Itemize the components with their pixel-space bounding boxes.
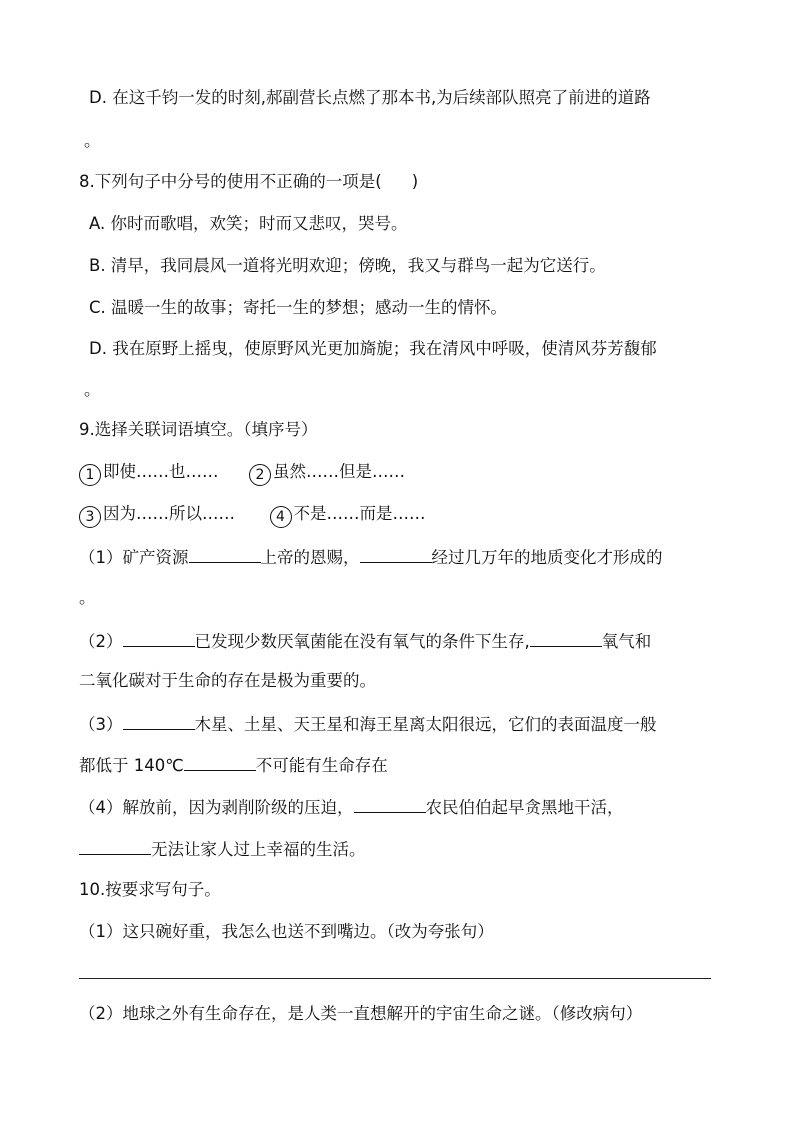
q9-s3-part-b: 木星、土星、天王星和海王星离太阳很远，它们的表面温度一般 bbox=[194, 715, 657, 734]
q8-option-d-tail: 。 bbox=[84, 380, 101, 399]
q10-stem: 10.按要求写句子。 bbox=[79, 880, 221, 899]
q8-option-b: B. 清早，我同晨风一道将光明欢迎；傍晚，我又与群鸟一起为它送行。 bbox=[89, 256, 606, 275]
option-number-4: 4 bbox=[270, 506, 292, 528]
q8-option-c: C. 温暖一生的故事；寄托一生的梦想；感动一生的情怀。 bbox=[89, 298, 508, 317]
q10-sentence-1: （1）这只碗好重，我怎么也送不到嘴边。（改为夸张句） bbox=[79, 922, 494, 941]
q9-s2-blank-1[interactable] bbox=[123, 628, 195, 647]
q9-stem: 9.选择关联词语填空。（填序号） bbox=[79, 420, 318, 439]
q9-s3-part-d: 不可能有生命存在 bbox=[255, 756, 388, 775]
q8-stem bbox=[79, 170, 418, 194]
q9-s4-part-d: 无法让家人过上幸福的生活。 bbox=[151, 840, 366, 859]
q8-option-d: D. 我在原野上摇曳，使原野风光更加旖旎；我在清风中呼吸，使清风芬芳馥郁 bbox=[89, 339, 657, 358]
q9-sentence-1 bbox=[79, 544, 663, 570]
option-4-text: 不是……而是…… bbox=[293, 504, 426, 523]
q7-option-d bbox=[89, 86, 651, 110]
q9-s1-blank-2[interactable] bbox=[360, 544, 432, 563]
q9-sentence-3-cont bbox=[79, 752, 388, 778]
q9-options-row-2 bbox=[79, 502, 426, 528]
q7-option-d-text: D. 在这千钧一发的时刻,郝副营长点燃了那本书,为后续部队照亮了前进的道路 bbox=[89, 88, 651, 107]
q7-option-d-tail bbox=[84, 129, 101, 153]
q9-sentence-2 bbox=[79, 628, 651, 654]
q8-stem-close: ) bbox=[411, 172, 419, 191]
q9-s1-part-c: 经过几万年的地质变化才形成的 bbox=[431, 548, 663, 567]
q8-stem-text: 8.下列句子中分号的使用不正确的一项是( bbox=[79, 172, 382, 191]
q10-sentence-2: （2）地球之外有生命存在，是人类一直想解开的宇宙生命之谜。（修改病句） bbox=[79, 1004, 643, 1023]
q9-s4-part-b: 农民伯伯起早贪黑地干活， bbox=[425, 798, 624, 817]
q9-s1-blank-1[interactable] bbox=[189, 544, 261, 563]
q9-sentence-4 bbox=[79, 794, 624, 820]
q7-option-d-tail-text: 。 bbox=[84, 131, 101, 150]
q9-s1-part-b: 上帝的恩赐， bbox=[260, 548, 360, 567]
q9-s2-part-b: 已发现少数厌氧菌能在没有氧气的条件下生存, bbox=[194, 632, 530, 651]
q9-s4-blank-1[interactable] bbox=[354, 794, 426, 813]
q9-sentence-1-tail: 。 bbox=[79, 588, 96, 607]
option-2-text: 虽然……但是…… bbox=[273, 462, 405, 481]
option-number-1: 1 bbox=[79, 464, 101, 486]
q9-s3-blank-1[interactable] bbox=[123, 711, 195, 730]
q9-options-row-1 bbox=[79, 460, 405, 486]
option-number-3: 3 bbox=[79, 506, 101, 528]
option-3-text: 因为……所以…… bbox=[103, 504, 235, 523]
option-1-text: 即使……也…… bbox=[103, 462, 219, 481]
q9-s3-part-c: 都低于 140℃ bbox=[79, 756, 184, 775]
q9-s1-part-a: （1）矿产资源 bbox=[79, 548, 189, 567]
q9-s2-part-a: （2） bbox=[79, 632, 123, 651]
q9-s4-blank-2[interactable] bbox=[79, 836, 151, 855]
q9-s2-part-c: 氧气和 bbox=[601, 632, 652, 651]
option-number-2: 2 bbox=[249, 464, 271, 486]
q8-option-a: A. 你时而歌唱，欢笑；时而又悲叹，哭号。 bbox=[89, 214, 408, 233]
q9-sentence-4-cont bbox=[79, 836, 366, 862]
q9-sentence-3 bbox=[79, 711, 657, 737]
q9-s3-part-a: （3） bbox=[79, 715, 123, 734]
q10-s1-answer-line[interactable] bbox=[79, 978, 711, 979]
q9-sentence-2-cont: 二氧化碳对于生命的存在是极为重要的。 bbox=[79, 671, 376, 690]
q9-s4-part-a: （4）解放前，因为剥削阶级的压迫， bbox=[79, 798, 354, 817]
q9-s3-blank-2[interactable] bbox=[184, 752, 256, 771]
q9-s2-blank-2[interactable] bbox=[530, 628, 602, 647]
